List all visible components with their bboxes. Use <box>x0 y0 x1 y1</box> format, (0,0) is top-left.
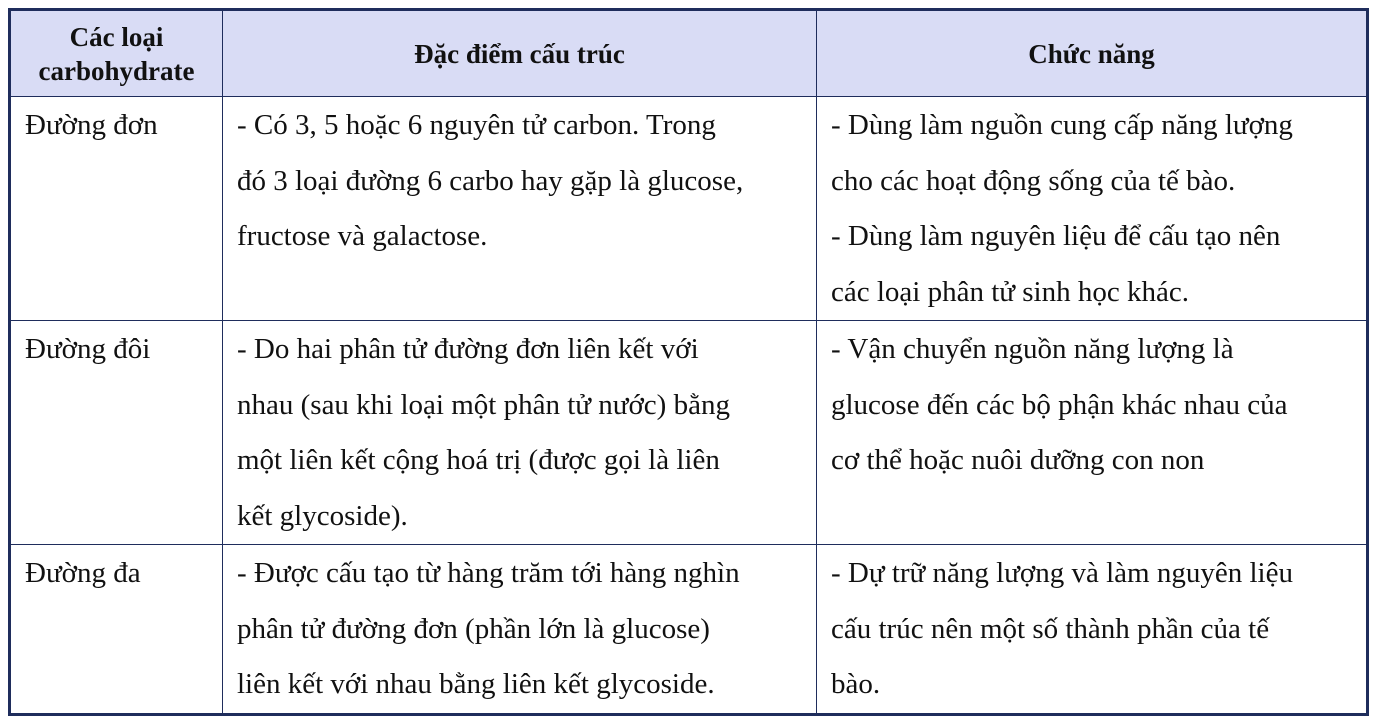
row-structure-cell <box>223 545 817 715</box>
row-function-cell <box>817 545 1368 715</box>
row-structure-cell <box>223 321 817 545</box>
function-line: các loại phân tử sinh học khác. <box>831 275 1189 308</box>
carbohydrate-table-container <box>8 8 1366 708</box>
structure-line: phân tử đường đơn (phần lớn là glucose) <box>237 612 710 645</box>
table-row <box>10 545 1368 715</box>
function-line: - Dự trữ năng lượng và làm nguyên liệu <box>831 557 1293 589</box>
function-line: glucose đến các bộ phận khác nhau của <box>831 388 1288 421</box>
structure-line: liên kết với nhau bằng liên kết glycoside. <box>237 668 715 700</box>
function-line: bào. <box>831 668 881 700</box>
row-type-label: Đường đa <box>25 557 141 589</box>
header-type <box>10 10 223 97</box>
header-structure-label: Đặc điểm cấu trúc <box>414 38 625 69</box>
structure-line: fructose và galactose. <box>237 220 488 252</box>
function-line: - Vận chuyển nguồn năng lượng là <box>831 333 1234 365</box>
header-type-line: carbohydrate <box>38 55 195 86</box>
structure-line: - Có 3, 5 hoặc 6 nguyên tử carbon. Trong <box>237 109 716 141</box>
carbohydrate-table <box>8 8 1369 716</box>
header-function <box>817 10 1368 97</box>
structure-line: nhau (sau khi loại một phân tử nước) bằng <box>237 388 730 421</box>
header-function-label: Chức năng <box>1028 38 1155 69</box>
row-type-label: Đường đơn <box>25 109 158 141</box>
row-function-cell <box>817 321 1368 545</box>
table-row <box>10 97 1368 321</box>
function-line: cấu trúc nên một số thành phần của tế <box>831 612 1270 645</box>
row-type-label: Đường đôi <box>25 333 151 365</box>
row-function-cell <box>817 97 1368 321</box>
header-structure <box>223 10 817 97</box>
structure-line: kết glycoside). <box>237 499 408 532</box>
structure-line: đó 3 loại đường 6 carbo hay gặp là glucose, <box>237 164 744 197</box>
structure-line: - Do hai phân tử đường đơn liên kết với <box>237 333 699 365</box>
row-type-cell <box>10 321 223 545</box>
function-line: cho các hoạt động sống của tế bào. <box>831 164 1236 197</box>
row-type-cell <box>10 545 223 715</box>
function-line: - Dùng làm nguồn cung cấp năng lượng <box>831 109 1293 141</box>
header-type-line: Các loại <box>69 21 164 52</box>
table-row <box>10 321 1368 545</box>
row-type-cell <box>10 97 223 321</box>
structure-line: - Được cấu tạo từ hàng trăm tới hàng nghìn <box>237 557 740 589</box>
row-structure-cell <box>223 97 817 321</box>
function-line: cơ thể hoặc nuôi dưỡng con non <box>831 444 1205 476</box>
header-row <box>10 10 1368 97</box>
function-line: - Dùng làm nguyên liệu để cấu tạo nên <box>831 220 1281 252</box>
structure-line: một liên kết cộng hoá trị (được gọi là liên <box>237 444 720 476</box>
